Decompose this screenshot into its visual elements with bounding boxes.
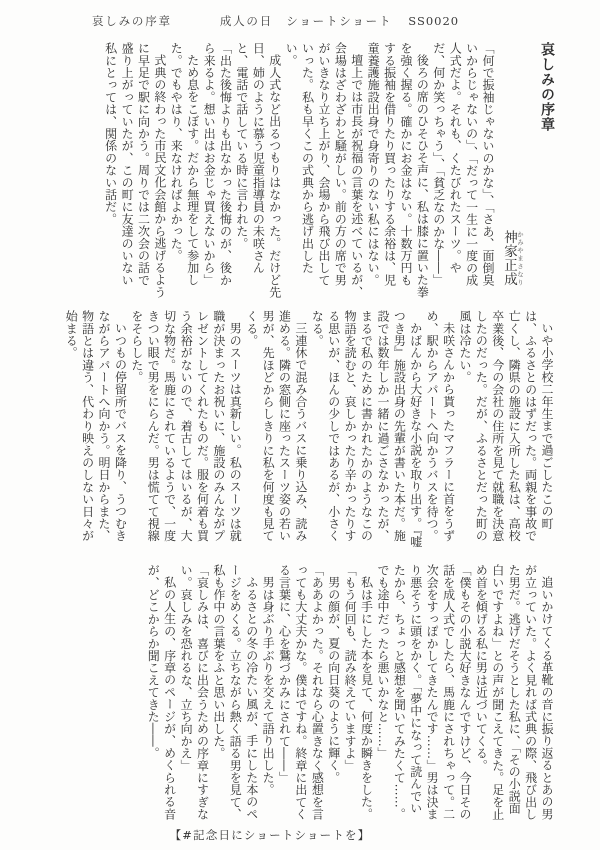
footer-hashtag [0, 827, 540, 843]
story-paragraph: かばんから大好きな小説を取り出す。『嘘つき男』施設出身の先輩が書いた本だ。施設では数年しか一緒に過ごさなかったが、まるで私のために書かれたかのようなこの物語を読むと、哀しかったり辛かったりする思いが、ほんの少しではあるが、小さくなる。 [310, 310, 423, 548]
story-band-1 [50, 42, 555, 298]
story-paragraph: 式典の終わった市民文化会館から逃げるように早足で駅に向かう。周りでは二次会の話で盛り上がっていたが、この町に友達のいない私にとっては、関係のない話だ。 [103, 42, 167, 298]
story-paragraph: 「何で振袖じゃないのかな」、「さあ、面倒臭いからじゃないの」、「だって一生に一度の成人式だよ。それも、くたびれたスーツ。やだ、何か笑っちゃう」、「貧乏なのかな――」 [431, 42, 495, 287]
story-paragraph: 壇上では市長が祝福の言葉を述べているが、会場はざわざわと騒がしい。前の方の席で男がいきなり立ち上がり、会場から飛び出していった。私も早くこの式典から逃げ出したい。 [284, 42, 364, 298]
story-paragraph: 追いかけてくる革靴の音に振り返るとあの男が立っていた。よく見れば式典の際、飛び出した男だ。逃げだそうとした私に、「その小説面白いですよね」との声が聞こえてきた。足を止め首を傾げる私に男は近づいてくる。 [474, 564, 554, 821]
author-name: 神家正成 [501, 230, 517, 286]
story-paragraph: 後ろの席のひそひそ声に、私は膝に置いた拳を強く握る。確かにお金はない。十数万円もする振袖を借りたり買ったりする余裕は、児童養護施設出身で身寄りのない私にはない。 [366, 42, 430, 298]
story-paragraph: 未咲さんから貰ったマフラーに首をうずめ、駅からアパートへ向かうバスを待つ。 [425, 310, 456, 542]
author-furigana: かみやまさなり [516, 230, 524, 286]
story-paragraph: 「出た後悔よりも出なかった後悔のが、後から来るよ。想い出はお金じゃ買えないから」 [202, 42, 233, 286]
running-head [92, 13, 459, 29]
story-paragraph: ため息をこぼす。だから無理をして参加した。でもやはり、来なければよかった。 [169, 42, 200, 286]
story-paragraph: いつもの停留所でバスを降り、うつむきながらアパートへ向かう。明日からまた、物語とは違う、代わり映えのしない日々が始まる。 [64, 310, 128, 542]
story-paragraph: 成人式など出るつもりはなかった。だけど先日、姉のように慕う児童指導員の未咲さんと、電話で話している時に言われた。 [234, 42, 282, 298]
story-author [500, 42, 524, 298]
running-head-title: 哀しみの序章 [92, 14, 172, 28]
story-band-2 [50, 310, 555, 548]
story-paragraph: 「哀しみは、喜びに出会うための序章にすぎない。哀しみを恐れるな、立ち向かえ」 [179, 564, 210, 821]
story-paragraph: 私の人生の、序章のページが、めくられる音が、どこからか聞こえてきた――。 [146, 564, 177, 820]
story-title: 哀しみの序章 [539, 42, 555, 132]
story-paragraph: 男のスーツは真新しい。私のスーツは就職が決まったお祝いに、施設のみんながプレゼントしてくれたものだ。服を何着も買う余裕がないので、着古してはいるが、大切な物だ。馬鹿にされているようで、一度きつい眼で男をにらんだ。男は慌てて視線をそらした。 [129, 310, 243, 542]
story-paragraph: 男の顔が、夏の向日葵のように輝く。 [326, 576, 341, 784]
footer-hashtag-text: 【#記念日にショートショートを】 [169, 828, 371, 842]
story-band-3 [50, 564, 555, 822]
story-paragraph: ふるさとの冬の冷たい風が、手にした本のページをめくる。立ちながら熱く語る男を見て、私も作中の言葉をふと思い出した。 [211, 564, 259, 821]
story-paragraph: 「もう何回も、読み終えていますよ」 [343, 564, 358, 772]
story-paragraph: 三連休で混み合うバスに乗り込み、読み進める。隣の窓側に座ったスーツ姿の若い男が、先ほどからしきりに私を何度も見てくる。 [244, 310, 308, 542]
story-paragraph: 「ああよかった。それなら心置きなく感想を言っても大丈夫かな。僕はですね。終章に出てくる言葉に、心を鷲づかみにされて――」 [277, 564, 325, 821]
story-body [50, 42, 555, 822]
story-paragraph: 私は手にした本を見て、何度か瞬きをした。 [359, 576, 374, 820]
running-head-code: SS0020 [408, 14, 460, 28]
story-paragraph: 男は身ぶり手ぶりを交えて語り出した。 [261, 576, 276, 796]
story-paragraph: いや小学校二年生まで過ごしたこの町は、ふるさとのはずだった。両親を事故で亡くし、隣県の施設に入所した私は、高校卒業後、今の会社の住所を見て就職を決意したのだった。だが、ふるさとだった町の風は冷たい。 [457, 310, 554, 542]
story-paragraph: 「僕もその小説大好きなんですけど、今日その話を成人式でしたら、馬鹿にされちゃって。二次会をすっぽかしてきたんです……」男は決まり悪そうに頭をかく。「夢中になって読んでいたから、ちょっと感想を聞いてみたくて……。でも途中だったら悪いかなと……」 [375, 564, 472, 821]
running-head-category: 成人の日 ショートショート [219, 14, 393, 28]
